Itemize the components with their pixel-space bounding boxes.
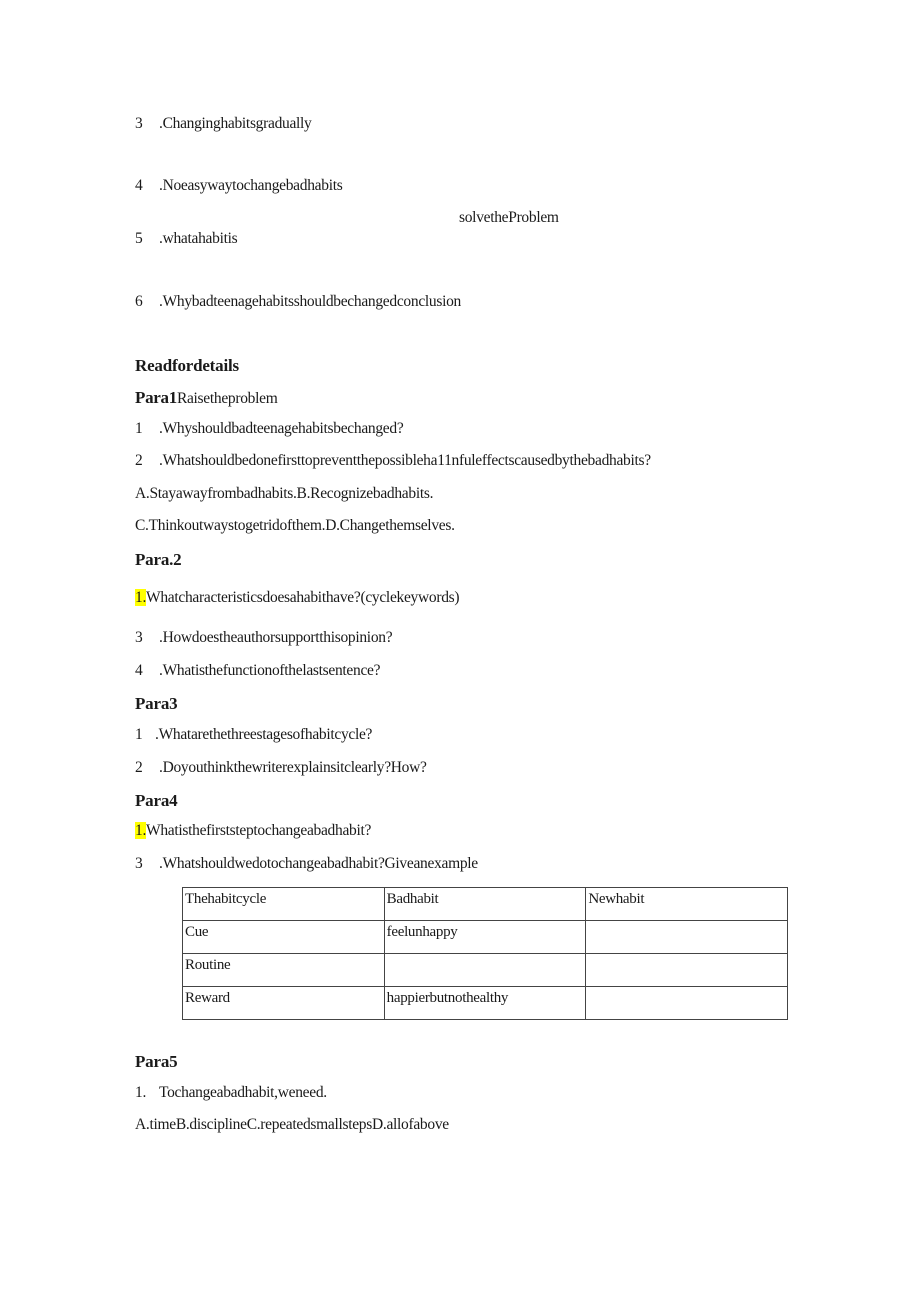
para4-question-3 xyxy=(135,855,478,873)
question-number: 1 xyxy=(135,420,143,437)
table-header-row xyxy=(183,888,788,921)
question-text: .Whatshouldwedotochangeabadhabit?Giveanexample xyxy=(159,855,478,872)
question-text: .Whatarethethreestagesofhabitcycle? xyxy=(155,726,373,743)
outline-number: 4 xyxy=(135,177,143,194)
para5-question-1 xyxy=(135,1084,327,1102)
question-number: 3 xyxy=(135,855,143,872)
question-text: .Whatisthefunctionofthelastsentence? xyxy=(159,662,381,679)
para2-question-4 xyxy=(135,662,380,680)
para1-title: Raisetheproblem xyxy=(176,390,278,407)
question-text: .Whatshouldbedonefirsttopreventthepossibleha11nfuleffectscausedbythebadhabits? xyxy=(159,452,651,469)
para3-label: Para3 xyxy=(135,694,178,713)
outline-item-3 xyxy=(135,115,312,133)
para1-options-cd: C.Thinkoutwaystogetridofthem.D.Changethemselves. xyxy=(135,517,455,534)
para1-options-ab: A.Stayawayfrombadhabits.B.Recognizebadhabits. xyxy=(135,485,434,502)
habit-cycle-table xyxy=(182,887,788,1020)
outline-item-5 xyxy=(135,230,237,248)
table-cell: Reward xyxy=(183,987,385,1020)
table-cell: Routine xyxy=(183,954,385,987)
floating-label: solvetheProblem xyxy=(459,209,559,226)
para2-question-3 xyxy=(135,629,392,647)
question-text: Tochangeabadhabit,weneed. xyxy=(159,1084,327,1101)
table-cell: Cue xyxy=(183,921,385,954)
para1-question-2 xyxy=(135,452,651,470)
outline-number: 6 xyxy=(135,293,143,310)
highlighted-number: 1. xyxy=(135,589,147,606)
outline-text: .Changinghabitsgradually xyxy=(159,115,312,132)
question-number: 4 xyxy=(135,662,143,679)
table-cell xyxy=(586,987,788,1020)
para1-question-1 xyxy=(135,420,403,438)
question-text: .Whyshouldbadteenagehabitsbechanged? xyxy=(159,420,404,437)
section-heading: Readfordetails xyxy=(135,356,239,375)
table-row xyxy=(183,987,788,1020)
question-number: 2 xyxy=(135,452,143,469)
highlighted-number: 1. xyxy=(135,822,147,839)
table-cell xyxy=(586,921,788,954)
question-number: 1 xyxy=(135,726,143,743)
question-text: .Doyouthinkthewriterexplainsitclearly?How? xyxy=(159,759,427,776)
table-header-cell: Badhabit xyxy=(384,888,586,921)
para5-options: A.timeB.disciplineC.repeatedsmallstepsD.allofabove xyxy=(135,1116,449,1133)
question-text: Whatcharacteristicsdoesahabithave?(cyclekeywords) xyxy=(146,589,460,606)
outline-text: .Noeasywaytochangebadhabits xyxy=(159,177,343,194)
table-cell: feelunhappy xyxy=(384,921,586,954)
para1-heading xyxy=(135,388,277,408)
question-text: Whatisthefirststeptochangeabadhabit? xyxy=(146,822,372,839)
outline-item-6 xyxy=(135,293,461,311)
table-cell xyxy=(586,954,788,987)
question-number: 2 xyxy=(135,759,143,776)
outline-number: 3 xyxy=(135,115,143,132)
table-header-cell: Newhabit xyxy=(586,888,788,921)
para2-question-1 xyxy=(135,589,459,607)
para4-question-1 xyxy=(135,822,371,840)
question-number: 3 xyxy=(135,629,143,646)
question-number: 1. xyxy=(135,1084,147,1101)
table-cell xyxy=(384,954,586,987)
para5-label: Para5 xyxy=(135,1052,178,1071)
table-row xyxy=(183,921,788,954)
question-text: .Howdoestheauthorsupportthisopinion? xyxy=(159,629,393,646)
table-header-cell: Thehabitcycle xyxy=(183,888,385,921)
para2-label: Para.2 xyxy=(135,550,182,569)
outline-text: .whatahabitis xyxy=(159,230,238,247)
para1-label: Para1 xyxy=(135,388,177,407)
para3-question-1 xyxy=(135,726,372,744)
para3-question-2 xyxy=(135,759,427,777)
para4-label: Para4 xyxy=(135,791,178,810)
table-cell: happierbutnothealthy xyxy=(384,987,586,1020)
outline-text: .Whybadteenagehabitsshouldbechangedconclusion xyxy=(159,293,461,310)
outline-item-4 xyxy=(135,177,342,195)
outline-number: 5 xyxy=(135,230,143,247)
table-row xyxy=(183,954,788,987)
